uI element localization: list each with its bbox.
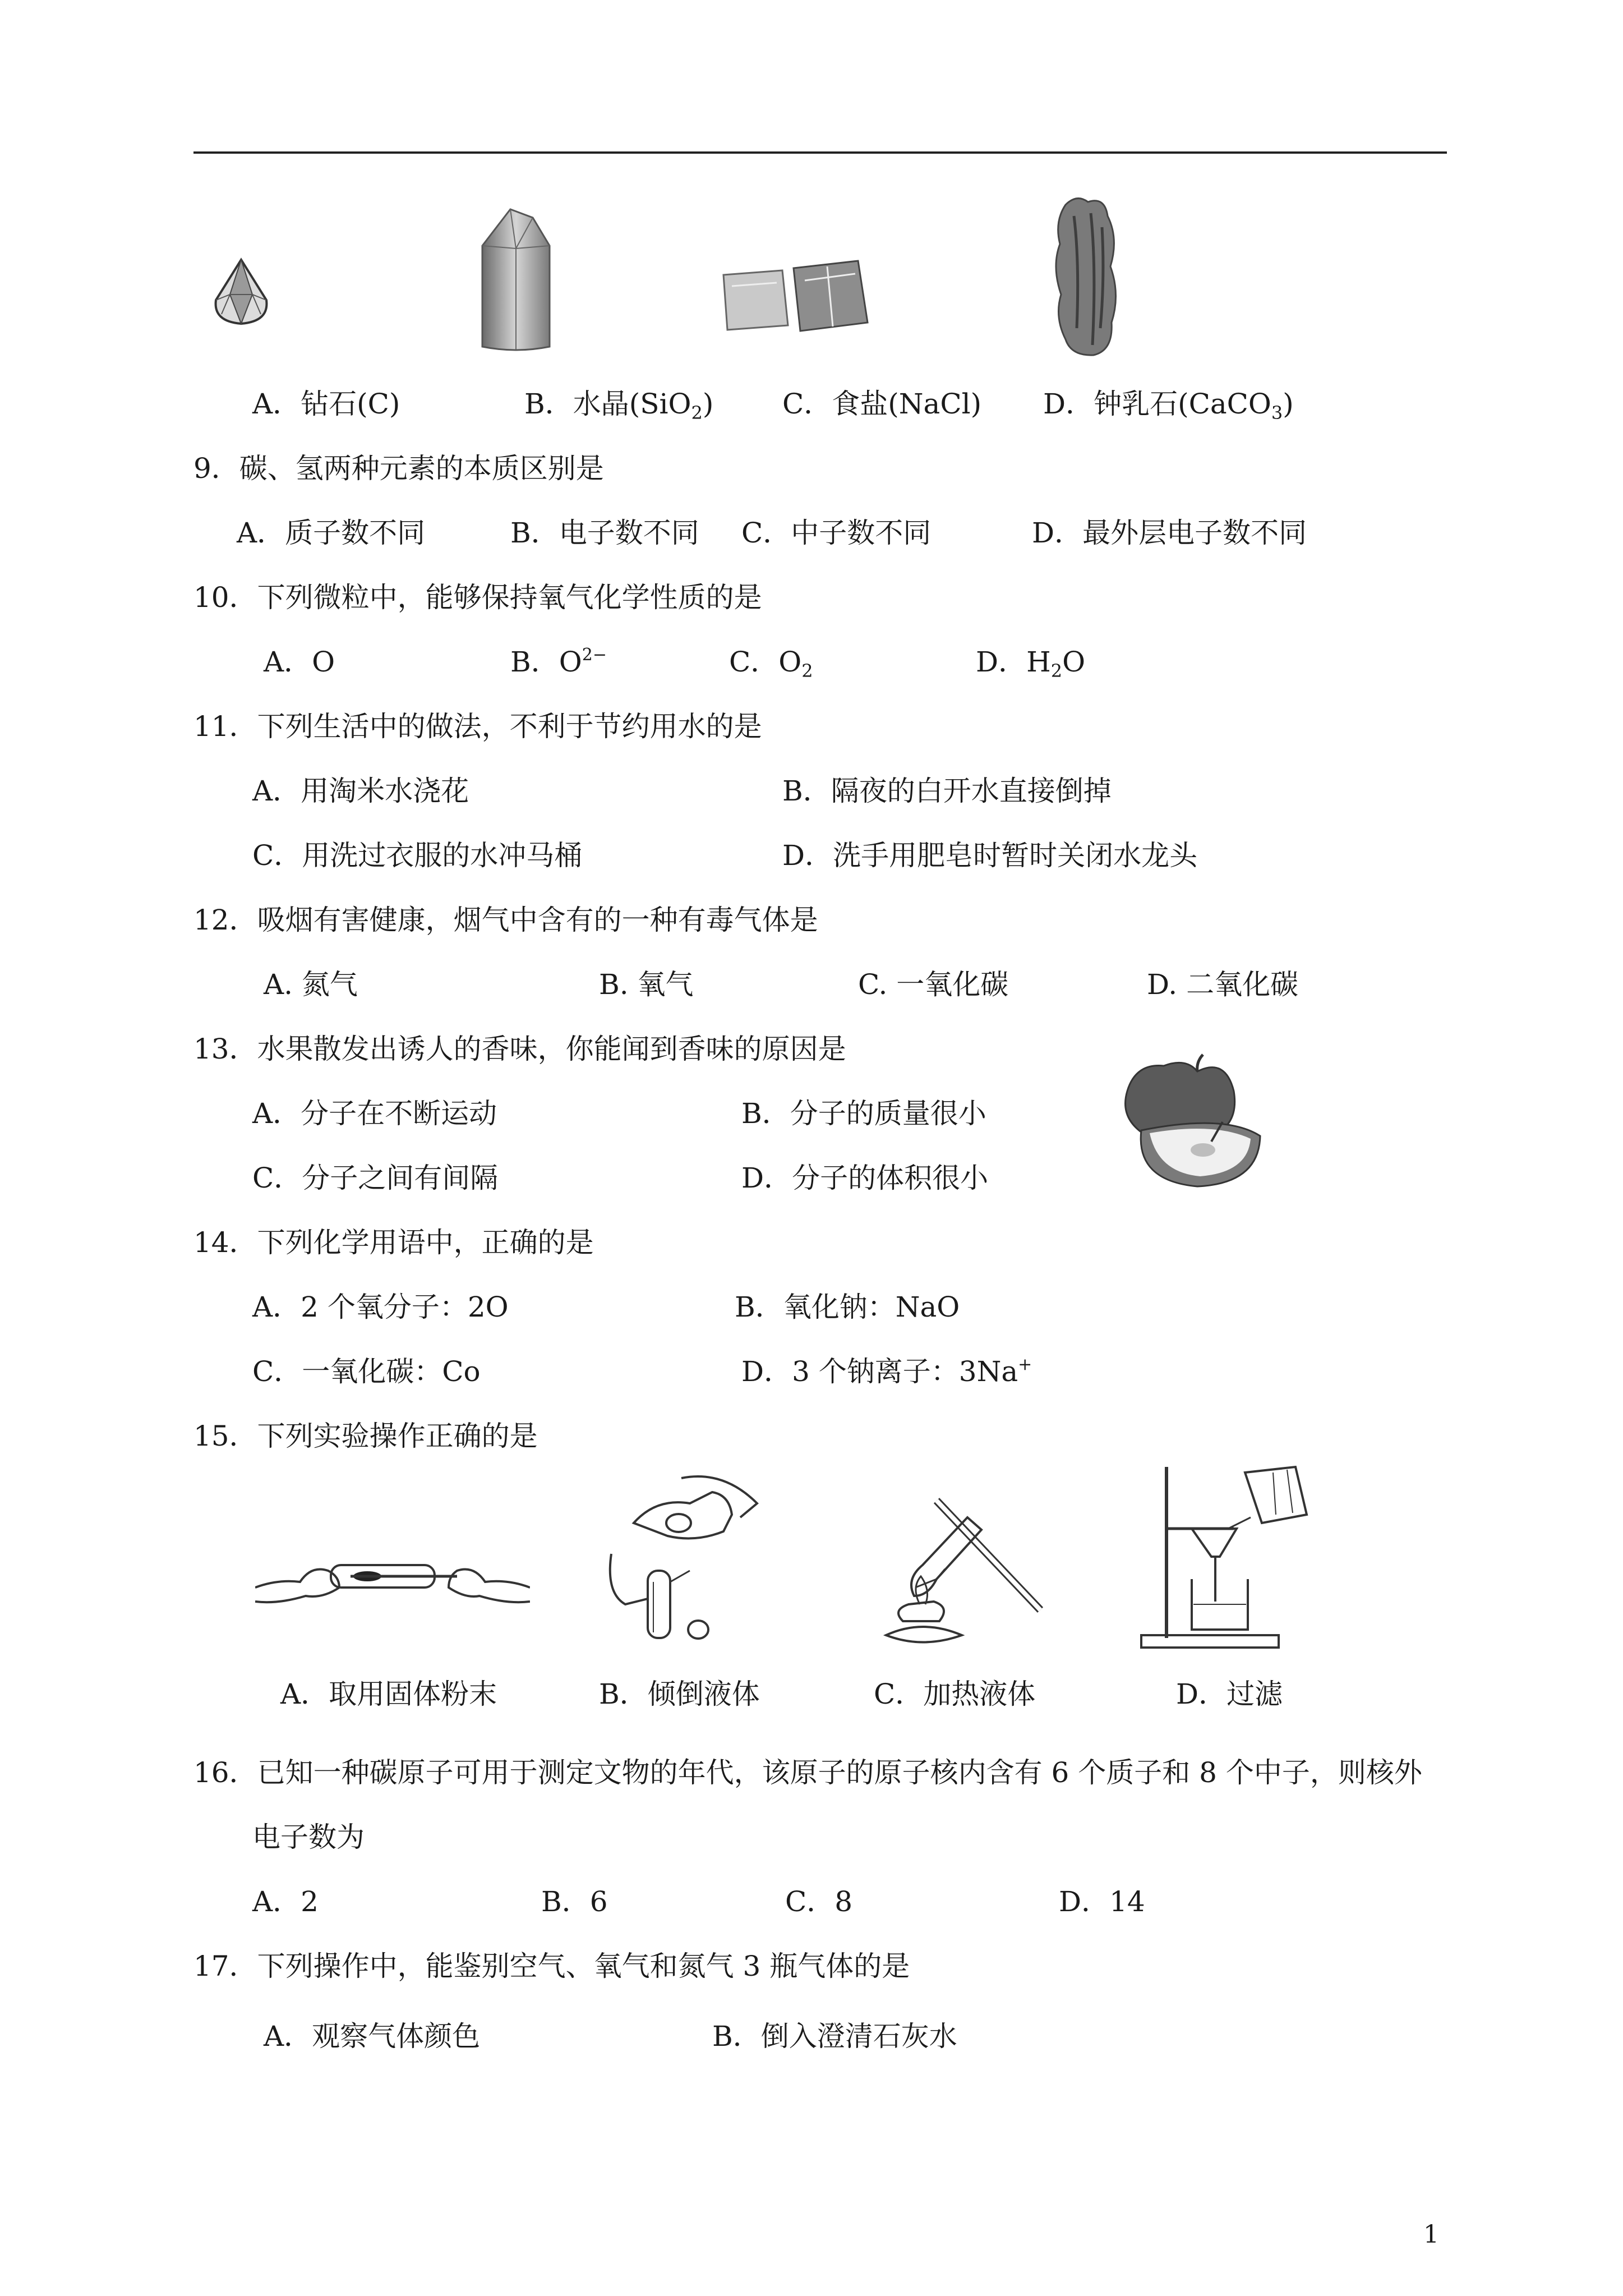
q9-option-a: A．质子数不同 <box>237 517 426 549</box>
q15-option-d: D．过滤 <box>1176 1678 1283 1710</box>
q15-option-a: A．取用固体粉末 <box>280 1678 497 1710</box>
q16-option-a: A．2 <box>252 1885 319 1918</box>
q13-option-d: D．分子的体积很小 <box>741 1162 989 1194</box>
q11-option-a: A．用淘米水浇花 <box>252 775 469 807</box>
q12-option-d: D. 二氧化碳 <box>1147 968 1299 1001</box>
q12-option-a: A. 氮气 <box>264 968 358 1001</box>
q10-option-b: B．$O^{2-}$ <box>510 645 607 678</box>
q16-stem-line1: 16．已知一种碳原子可用于测定文物的年代，该原子的原子核内含有 6 个质子和 8 个中子，则核外 <box>193 1756 1422 1789</box>
q12-option-b: B. 氧气 <box>599 968 694 1001</box>
q9-option-b: B．电子数不同 <box>510 517 699 549</box>
q16-option-d: D．14 <box>1059 1885 1145 1918</box>
page-number: 1 <box>1423 2220 1439 2249</box>
q13-option-c: C．分子之间有间隔 <box>252 1162 499 1194</box>
q11-option-d: D．洗手用肥皂时暂时关闭水龙头 <box>782 839 1198 872</box>
q14-option-b: B．氧化钠：NaO <box>735 1291 960 1323</box>
q9-option-c: C．中子数不同 <box>741 517 932 549</box>
q11-option-b: B．隔夜的白开水直接倒掉 <box>782 775 1112 807</box>
q10-stem: 10．下列微粒中，能够保持氧气化学性质的是 <box>193 581 762 614</box>
apple-image <box>1113 1052 1267 1192</box>
q13-stem: 13．水果散发出诱人的香味，你能闻到香味的原因是 <box>193 1033 846 1065</box>
q14-option-a: A．2 个氧分子：2O <box>252 1291 509 1323</box>
filtration-figure <box>1138 1461 1324 1655</box>
solid-powder-sampling-figure <box>255 1526 530 1616</box>
q10-option-d: D．$H_2O$ <box>976 646 1086 682</box>
q17-stem: 17．下列操作中，能鉴别空气、氧气和氮气 3 瓶气体的是 <box>193 1950 910 1982</box>
q11-stem: 11．下列生活中的做法，不利于节约用水的是 <box>193 710 762 743</box>
q14-option-c: C．一氧化碳：Co <box>252 1355 481 1388</box>
q11-option-c: C．用洗过衣服的水冲马桶 <box>252 839 583 872</box>
q8-option-d: D．钟乳石(CaCO$_3$) <box>1043 388 1294 424</box>
q8-option-a: A．钻石(C) <box>252 388 400 420</box>
pouring-liquid-figure <box>600 1470 768 1644</box>
q17-option-a: A．观察气体颜色 <box>264 2020 481 2053</box>
q10-option-a: A．O <box>264 646 335 678</box>
quartz-crystal-image <box>471 206 561 355</box>
stalactite-image <box>1049 194 1124 359</box>
q10-option-c: C．$O_2$ <box>729 646 813 682</box>
q8-option-b: B．水晶(SiO$_2$) <box>524 388 714 424</box>
q9-stem: 9．碳、氢两种元素的本质区别是 <box>193 452 604 485</box>
q12-option-c: C. 一氧化碳 <box>858 968 1009 1001</box>
q16-option-b: B．6 <box>541 1885 608 1918</box>
q13-option-b: B．分子的质量很小 <box>741 1097 986 1130</box>
q16-option-c: C．8 <box>785 1885 853 1918</box>
q15-stem: 15．下列实验操作正确的是 <box>193 1420 538 1452</box>
salt-crystals-image <box>721 258 878 337</box>
q13-option-a: A．分子在不断运动 <box>252 1097 497 1130</box>
q14-option-d: D．3 个钠离子：3Na+ <box>741 1355 1032 1388</box>
q9-option-d: D．最外层电子数不同 <box>1032 517 1307 549</box>
header-rule <box>193 151 1447 154</box>
q8-option-c: C．食盐(NaCl) <box>782 388 982 420</box>
q15-option-c: C．加热液体 <box>874 1678 1036 1710</box>
diamond-image <box>208 255 275 328</box>
q17-option-b: B．倒入澄清石灰水 <box>712 2020 957 2053</box>
q16-stem-line2: 电子数为 <box>252 1821 365 1853</box>
q15-option-b: B．倾倒液体 <box>599 1678 760 1710</box>
heating-liquid-figure <box>852 1467 1054 1652</box>
q12-stem: 12．吸烟有害健康，烟气中含有的一种有毒气体是 <box>193 904 818 936</box>
q14-stem: 14．下列化学用语中，正确的是 <box>193 1226 594 1259</box>
